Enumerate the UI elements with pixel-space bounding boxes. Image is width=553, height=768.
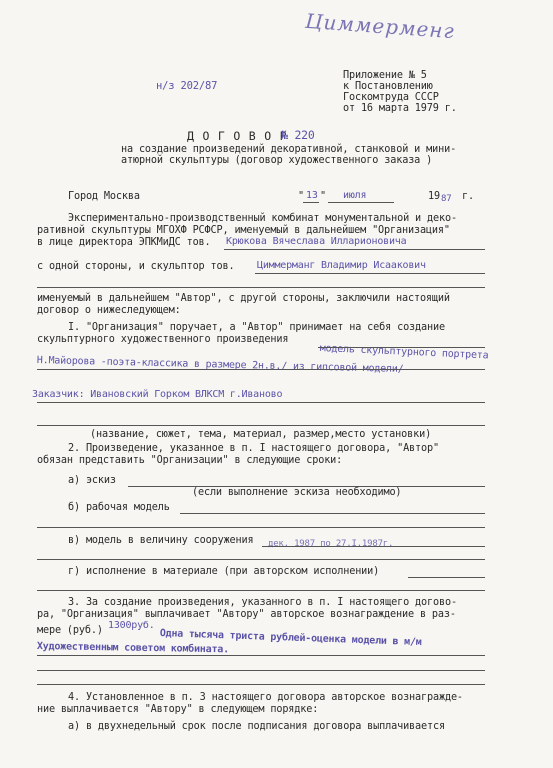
clause-1-underline-4 xyxy=(37,425,485,426)
blank-line-3 xyxy=(37,559,485,560)
appendix-line-2: к Постановлению xyxy=(343,81,433,92)
clause-3-handwritten-2: Художественным советом комбината. xyxy=(36,641,230,656)
preamble-line-6: договор о нижеследующем: xyxy=(37,305,181,316)
blank-line-1 xyxy=(37,287,485,288)
clause-3-line-1: 3. За создание произведения, указанного в п. I настоящего догово- xyxy=(68,597,457,608)
clause-2-full-size-handwritten: дек. 1987 по 27.I.1987г. xyxy=(268,539,394,549)
subtitle-line-1: на создание произведений декоративной, станковой и мини- xyxy=(121,144,457,155)
contract-number: н/з 202/87 xyxy=(156,80,218,92)
clause-2-working-model-underline xyxy=(180,513,485,514)
date-close-quote: " xyxy=(320,191,326,202)
appendix-line-1: Приложение № 5 xyxy=(343,70,427,81)
clause-2-sketch: а) эскиз xyxy=(68,475,116,486)
sculptor-name: Циммерманг Владимир Исаакович xyxy=(257,260,426,271)
clause-2-material-underline xyxy=(408,577,485,578)
appendix-line-3: Госкомтруда СССР xyxy=(343,92,439,103)
director-underline xyxy=(224,249,485,250)
subtitle-line-2: атюрной скульптуры (договор художественного заказа ) xyxy=(121,155,433,166)
clause-1-handwritten-3: Заказчик: Ивановский Горком ВЛКСМ г.Иваново xyxy=(32,389,283,400)
date-year-g: г. xyxy=(462,191,474,202)
city: Город Москва xyxy=(68,191,140,202)
clause-2-full-size: в) модель в величину сооружения xyxy=(68,535,254,546)
clause-3-line-3: мере (руб.) xyxy=(37,625,103,636)
clause-2-full-size-underline xyxy=(262,546,485,547)
clause-3-handwritten-1: Одна тысяча триста рублей-оценка модели в м/м xyxy=(159,628,422,649)
preamble-line-2: ративной скульптуры МГОХФ РСФСР, именуемый в дальнейшем "Организация" xyxy=(37,225,450,236)
preamble-line-3: в лице директора ЭПКМиДС тов. xyxy=(37,237,211,248)
clause-1-line-2: скульптурного художественного произведения xyxy=(37,334,289,345)
preamble-line-5: именуемый в дальнейшем "Автор", с другой стороны, заключили настоящий xyxy=(37,293,450,304)
clause-2-line-1: 2. Произведение, указанное в п. I настоящего договора, "Автор" xyxy=(68,443,439,454)
clause-4-line-1: 4. Установленное в п. 3 настоящего договора авторское вознагражде- xyxy=(68,692,463,703)
clause-1-handwritten-1: модель скульптурного портрета xyxy=(319,343,489,362)
signature-handwritten: Циммерменг xyxy=(304,8,456,44)
document-title-number: № 220 xyxy=(281,128,315,142)
blank-line-4 xyxy=(37,590,485,591)
document-title: Д О Г О В О Р xyxy=(187,129,288,143)
clause-1-caption: (название, сюжет, тема, материал, размер,место установки) xyxy=(90,429,432,440)
clause-2-sketch-note: (если выполнение эскиза необходимо) xyxy=(192,487,402,498)
clause-2-material: г) исполнение в материале (при авторском исполнении) xyxy=(68,566,380,577)
clause-1-underline-2 xyxy=(37,369,485,370)
clause-3-line-2: ра, "Организация" выплачивает "Автору" авторское вознаграждение в раз- xyxy=(37,609,456,620)
clause-1-handwritten-2: Н.Майорова -поэта-классика в размере 2н.в./ из гипсовой модели/ xyxy=(36,355,404,375)
clause-1-underline-3 xyxy=(37,402,485,403)
date-year-prefix: 19 xyxy=(428,191,440,202)
clause-3-underline-1 xyxy=(37,655,485,656)
clause-4-line-2: ние выплачивается "Автору" в следующем порядке: xyxy=(37,704,319,715)
clause-1-line-1: I. "Организация" поручает, а "Автор" принимает на себя создание xyxy=(68,322,445,333)
clause-3-amount: 1300руб. xyxy=(108,620,155,631)
clause-3-underline-3 xyxy=(37,684,485,685)
director-name: Крюкова Вячеслава Илларионовича xyxy=(226,236,407,247)
date-year-suffix: 87 xyxy=(441,194,452,204)
date-day: 13 xyxy=(306,190,318,201)
date-month: июля xyxy=(343,190,367,201)
date-open-quote: " xyxy=(298,191,304,202)
preamble-line-1: Экспериментально-производственный комбинат монументальной и деко- xyxy=(68,213,457,224)
blank-line-2 xyxy=(37,527,485,528)
clause-2-line-2: обязан представить "Организации" в следующие сроки: xyxy=(37,455,343,466)
appendix-line-4: от 16 марта 1979 г. xyxy=(343,103,457,114)
clause-2-working-model: б) рабочая модель xyxy=(68,502,170,513)
date-day-underline xyxy=(303,202,319,203)
date-month-underline xyxy=(328,202,394,203)
clause-4-line-3: а) в двухнедельный срок после подписания договора выплачивается xyxy=(68,721,445,732)
clause-1-underline-1 xyxy=(318,347,485,348)
sculptor-underline xyxy=(255,273,485,274)
preamble-line-4: с одной стороны, и скульптор тов. xyxy=(37,261,235,272)
clause-3-underline-2 xyxy=(37,670,485,671)
